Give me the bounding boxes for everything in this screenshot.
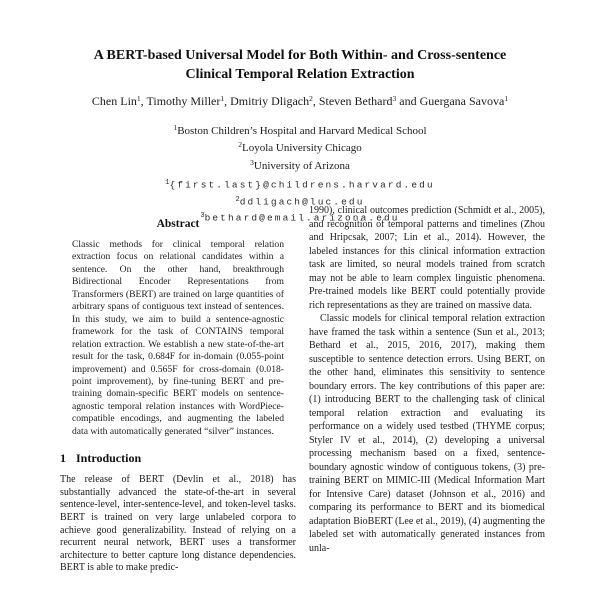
author-separator: , — [312, 93, 319, 108]
author-affiliation-mark: 3 — [392, 93, 397, 103]
email-mark: 1 — [165, 179, 170, 188]
affiliation-text: Boston Children’s Hospital and Harvard Medical School — [177, 124, 427, 137]
author-affiliation-mark: 2 — [309, 93, 313, 103]
left-column — [60, 204, 296, 600]
section-number: 1 — [60, 451, 66, 466]
section-title: Introduction — [76, 451, 142, 466]
author-name: Chen Lin — [91, 93, 137, 108]
email-mark: 3 — [200, 212, 205, 221]
author-separator: and — [396, 93, 420, 108]
intro-paragraph: The release of BERT (Devlin et al., 2018) has substantially advanced the state-of-the-art in several sentence-level, inter-sentence-level, and token-level tasks. BERT is trained on very large unlabeled corpora to achieve good generalizability. Instead of relying on a recurrent neural network, BERT uses a transformer architecture to better capture long distance dependencies. BERT is able to make predic- — [60, 474, 296, 574]
title-line-1: A BERT-based Universal Model for Both Within- and Cross-sentence — [93, 48, 507, 63]
two-column-body — [60, 204, 546, 600]
author-affiliation-mark: 1 — [136, 93, 141, 103]
affiliation-text: University of Arizona — [253, 159, 350, 172]
author-separator: , — [140, 93, 147, 108]
email-line — [0, 176, 600, 193]
email-mark: 2 — [235, 195, 240, 204]
author-affiliation-mark: 1 — [504, 93, 509, 103]
author-name: Dmitriy Dligach — [230, 93, 310, 108]
email-address: ddligach@luc.edu — [239, 196, 365, 208]
right-column — [309, 204, 545, 600]
email-address: {first.last}@childrens.harvard.edu — [169, 179, 435, 191]
abstract-body: Classic methods for clinical temporal relation extraction focus on relational candidates within a sentence. On the other hand, breakthrough Bidirectional Encoder Representations from Transformers (BERT) are trained on large quantities of arbitrary spans of contiguous text instead of sentences. In this study, we aim to build a sentence-agnostic framework for the task of CONTAINS temporal relation extraction. We establish a new state-of-the-art result for the task, 0.684F for in-domain (0.055-point improvement) and 0.565F for cross-domain (0.018-point improvement), by fine-tuning BERT and pre-training domain-specific BERT models on sentence-agnostic temporal relation instances with WordPiece-compatible encodings, and augmenting the labeled data with automatically generated “silver” instances. — [72, 239, 284, 437]
author-name: Timothy Miller — [146, 93, 221, 108]
email-address: bethard@email.arizona.edu — [204, 212, 400, 224]
author-separator: , — [224, 93, 231, 108]
affiliation-line — [0, 156, 600, 174]
paper-header — [0, 47, 600, 226]
title-line-2: Clinical Temporal Relation Extraction — [185, 66, 415, 82]
affiliation-line — [0, 121, 600, 139]
author-affiliation-mark: 1 — [220, 93, 225, 103]
affiliation-mark: 2 — [238, 140, 242, 150]
affiliation-mark: 1 — [173, 122, 178, 132]
author-name: Guergana Savova — [419, 93, 505, 108]
affiliation-mark: 3 — [250, 157, 254, 167]
author-name: Steven Bethard — [318, 93, 393, 108]
right-col-paragraph-1: 1990), clinical outcomes prediction (Schmidt et al., 2005), and recognition of temporal patterns and timelines (Zhou and Hripcsak, 2007; Lin et al., 2014). However, the labeled instances for this clinical information extraction task are limited, so neural models trained from scratch may not be able to learn complex linguistic phenomena. Pre-trained models like BERT could potentially provide rich representations as they are trained on massive data. — [309, 205, 545, 311]
affiliation-block — [0, 121, 600, 174]
abstract-heading: Abstract — [156, 218, 200, 230]
affiliation-text: Loyola University Chicago — [241, 142, 362, 155]
author-line — [0, 94, 600, 109]
section-heading — [60, 451, 296, 466]
right-col-paragraph-2: Classic models for clinical temporal relation extraction have framed the task within a sentence (Sun et al., 2013; Bethard et al., 2015, 2016, 2017), making them susceptible to sentence detection errors. Using BERT, on the other hand, eliminates this sensitivity to sentence boundary errors. The key contributions of this paper are: (1) introducing BERT to the challenging task of clinical temporal relation extraction and evaluating its performance on a widely used testbed (THYME corpus; Styler IV et al., 2014), (2) developing a universal processing mechanism based on a fixed, sentence-boundary agnostic window of contiguous tokens, (3) pre-training BERT on MIMIC-III (Medical Information Mart for Intensive Care) dataset (Johnson et al., 2016) and comparing its performance to BERT and its biomedical adaptation BioBERT (Lee et al., 2019), (4) augmenting the labeled set with automatically generated instances from unla- — [309, 313, 545, 554]
affiliation-line — [0, 138, 600, 156]
paper-title — [70, 47, 530, 85]
